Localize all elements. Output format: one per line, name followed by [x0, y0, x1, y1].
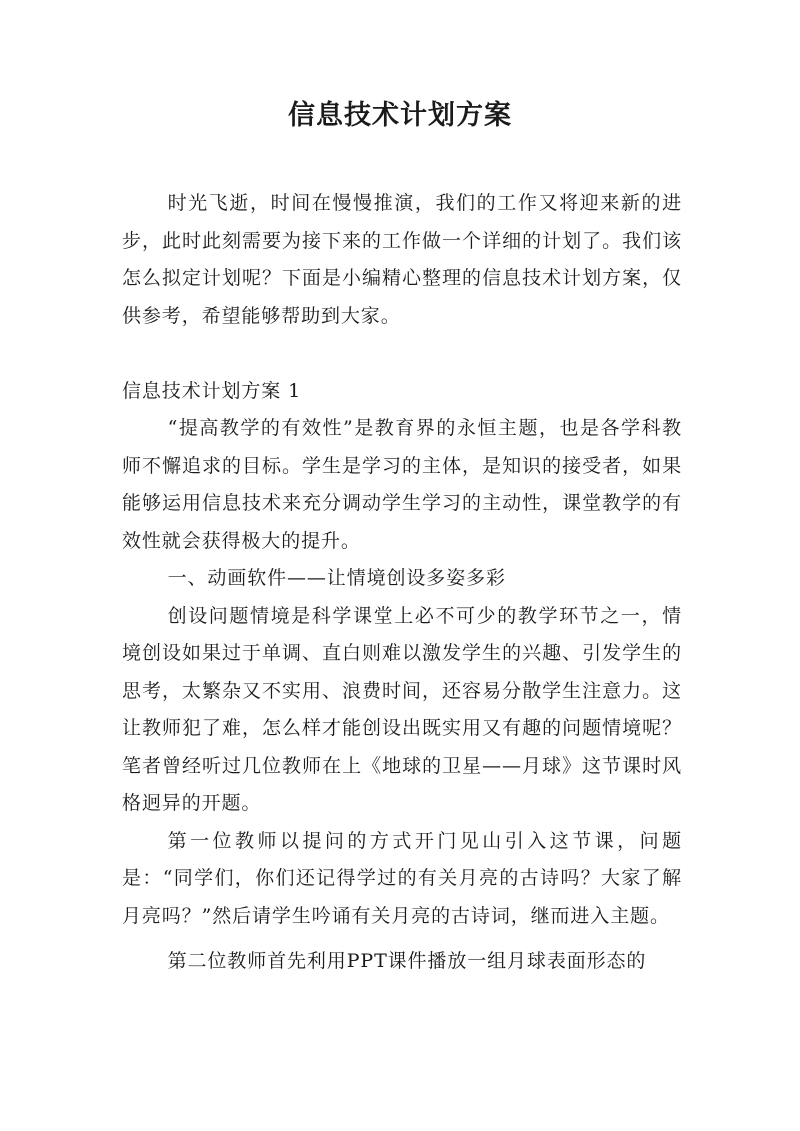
- document-title: 信息技术计划方案: [288, 100, 512, 131]
- body-paragraph-2: 创设问题情境是科学课堂上必不可少的教学环节之一，情境创设如果过于单调、直白则难以激发学生的兴趣、引发学生的思考，太繁杂又不实用、浪费时间，还容易分散学生注意力。这让教师犯了难，怎么样才能创设出既实用又有趣的问题情境呢？笔者曾经听过几位教师在上《地球的卫星——月球》这节课时风格迥异的开题。: [122, 604, 682, 814]
- subheading-animation-software: 一、动画软件——让情境创设多姿多彩: [167, 567, 506, 589]
- section-heading: 信息技术计划方案 1: [122, 379, 302, 402]
- intro-paragraph: 时光飞逝，时间在慢慢推演，我们的工作又将迎来新的进步，此时此刻需要为接下来的工作做一个详细的计划了。我们该怎么拟定计划呢？下面是小编精心整理的信息技术计划方案，仅供参考，希望能够帮助到大家。: [122, 192, 682, 327]
- body-paragraph-3: 第一位教师以提问的方式开门见山引入这节课，问题是：“同学们，你们还记得学过的有关月亮的古诗吗？大家了解月亮吗？”然后请学生吟诵有关月亮的古诗词，继而进入主题。: [122, 829, 682, 927]
- body-paragraph-4: 第二位教师首先利用PPT课件播放一组月球表面形态的: [167, 950, 647, 972]
- document-body: [122, 185, 682, 981]
- body-paragraph-1: “提高教学的有效性”是教育界的永恒主题，也是各学科教师不懈追求的目标。学生是学习的主体，是知识的接受者，如果能够运用信息技术来充分调动学生学习的主动性，课堂教学的有效性就会获得极大的提升。: [122, 417, 682, 552]
